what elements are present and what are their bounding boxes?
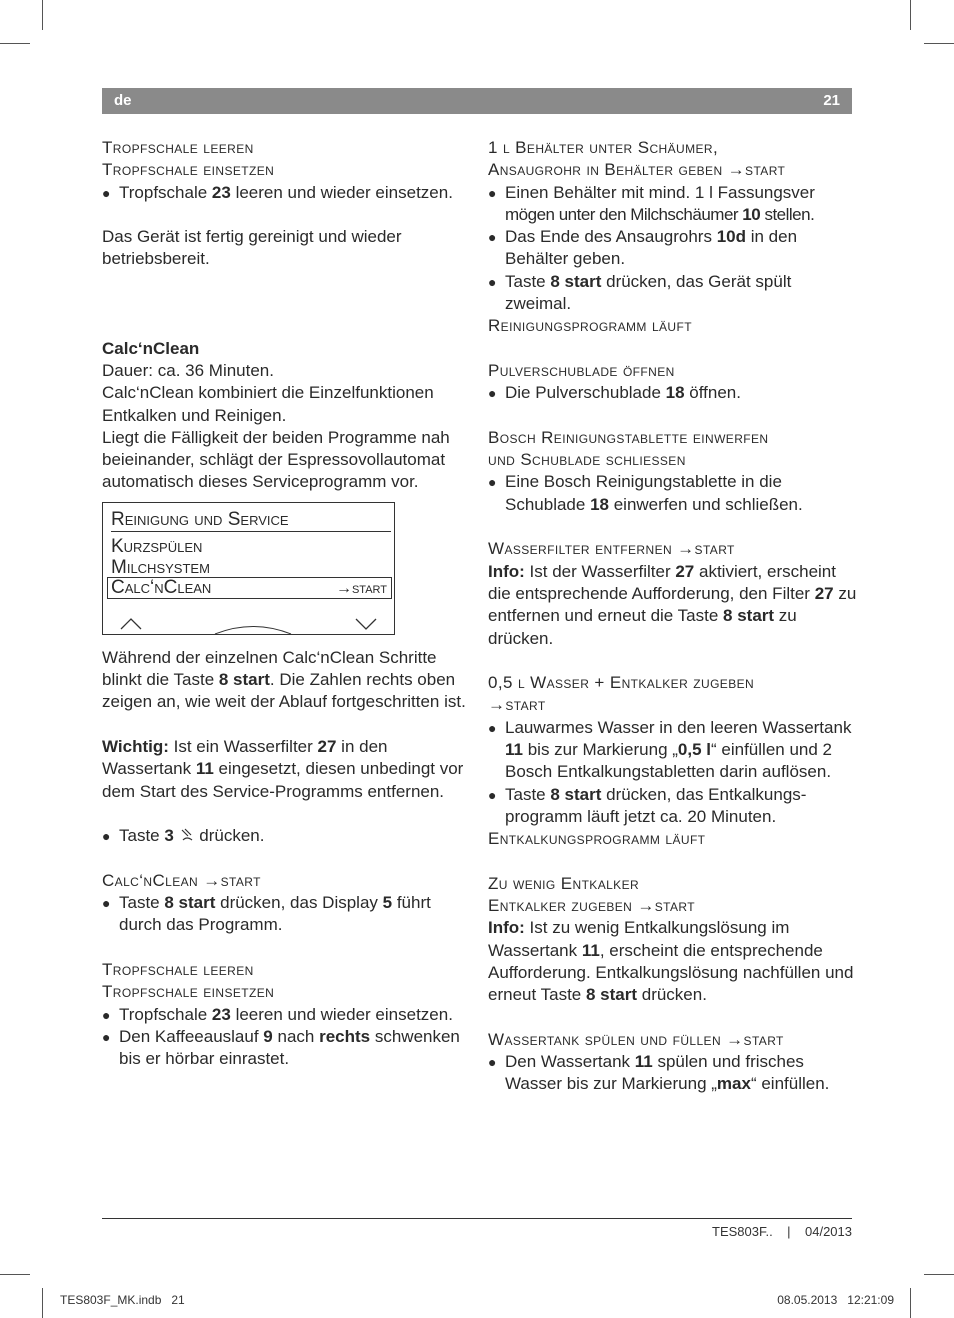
paragraph: Dauer: ca. 36 Minuten. xyxy=(102,360,274,380)
step-heading: Tropfschale einsetzen xyxy=(102,160,275,180)
bullet-item: ● Tropfschale 23 leeren und wieder einsetzen. xyxy=(102,182,467,204)
paragraph: Calc‘nClean kombiniert die Einzelfunktionen Entkalken und Reinigen. xyxy=(102,383,434,425)
bullet-item: ● Taste 8 start drücken, das Display 5 führt durch das Programm. xyxy=(102,892,467,937)
step-heading: Reinigungsprogramm läuft xyxy=(488,316,692,336)
page-footer xyxy=(712,1224,852,1239)
bullet-item: ● Taste 3 drücken. xyxy=(102,825,467,847)
info-note: Info: Ist zu wenig Entkalkungslösung im Wassertank 11, erscheint die entsprechende Aufforderung. Entkalkungslösung nachfüllen und erneut Taste 8 start drücken. xyxy=(488,918,854,1005)
step-heading: Tropfschale einsetzen xyxy=(102,982,275,1002)
display-menu-item: Kurzspülen xyxy=(111,535,203,557)
crop-mark xyxy=(42,0,43,30)
paragraph: Das Gerät ist fertig gereinigt und wieder betriebsbereit. xyxy=(102,227,402,269)
dial-arc xyxy=(215,626,291,634)
device-display xyxy=(102,502,395,635)
crop-mark xyxy=(0,1274,30,1275)
footer-separator: | xyxy=(787,1224,791,1239)
page-number: 21 xyxy=(823,92,840,109)
bullet-item: ● Taste 8 start drücken, das Gerät spült zweimal. xyxy=(488,271,858,316)
display-menu-item: Milchsystem xyxy=(111,556,210,578)
bullet-item: ● Einen Behälter mit mind. 1 l Fassungsver mögen unter den Milchschäumer 10 stellen. xyxy=(488,182,858,227)
step-heading: 1 l Behälter unter Schäumer, xyxy=(488,138,719,157)
footer-rule xyxy=(102,1218,852,1219)
step-heading: Zu wenig Entkalker xyxy=(488,873,640,893)
bullet-item: ● Das Ende des Ansaugrohrs 10d in den Behälter geben. xyxy=(488,226,858,271)
important-note: Wichtig: Ist ein Wasserfilter 27 in den Wassertank 11 eingesetzt, diesen unbedingt vor dem Start des Service-Programms entfernen. xyxy=(102,736,464,801)
display-nav-icons xyxy=(103,609,394,634)
print-slug-file: TES803F_MK.indb 21 xyxy=(60,1293,185,1307)
bullet-item: ● Lauwarmes Wasser in den leeren Wassertank 11 bis zur Markierung „0,5 l“ einfüllen und 2 Bosch Entkalkungstabletten darin auflösen. xyxy=(488,717,858,784)
step-heading: →start xyxy=(488,695,546,715)
paragraph: Liegt die Fälligkeit der beiden Programme nah beieinander, schlägt der Espressovollautomat automatisch dieses Serviceprogramm vor. xyxy=(102,427,450,492)
page-header xyxy=(102,88,852,114)
crop-mark xyxy=(910,0,911,30)
crop-mark xyxy=(924,1274,954,1275)
step-heading: Bosch Reinigungstablette einwerfen xyxy=(488,427,769,447)
step-heading: Wassertank spülen und füllen →start xyxy=(488,1029,784,1049)
step-heading: und Schublade schliessen xyxy=(488,450,686,470)
paragraph: Während der einzelnen Calc‘nClean Schritte blinkt die Taste 8 start. Die Zahlen rechts oben zeigen an, wie weit der Ablauf fortgeschritten ist. xyxy=(102,647,466,712)
bullet-item: ● Tropfschale 23 leeren und wieder einsetzen. xyxy=(102,1004,467,1026)
print-slug-timestamp: 08.05.2013 12:21:09 xyxy=(777,1293,894,1307)
service-icon xyxy=(179,827,195,843)
bullet-item: ● Die Pulverschublade 18 öffnen. xyxy=(488,382,858,404)
chevron-down-icon xyxy=(356,619,376,629)
crop-mark xyxy=(0,43,30,44)
bullet-item: ● Eine Bosch Reinigungstablette in die Schublade 18 einwerfen und schließen. xyxy=(488,471,858,516)
crop-mark xyxy=(42,1288,43,1318)
step-heading: Wasserfilter entfernen →start xyxy=(488,539,735,559)
crop-mark xyxy=(924,43,954,44)
start-arrow: →start xyxy=(335,579,387,597)
step-heading: Entkalker zugeben →start xyxy=(488,896,695,916)
step-heading: 0,5 l Wasser + Entkalker zugeben xyxy=(488,673,755,693)
step-heading: Entkalkungsprogramm läuft xyxy=(488,829,706,849)
section-title: Calc‘nClean xyxy=(102,338,200,358)
display-title: Reinigung und Service xyxy=(111,509,391,532)
step-heading: Calc‘nClean →start xyxy=(102,870,261,890)
bullet-item: ● Den Kaffeeauslauf 9 nach rechts schwenken bis er hörbar einrastet. xyxy=(102,1026,467,1071)
left-column xyxy=(102,137,467,1070)
bullet-item: ● Taste 8 start drücken, das Entkalkungsprogramm läuft jetzt ca. 20 Minuten. xyxy=(488,784,858,829)
step-heading: Ansaugrohr in Behälter geben →start xyxy=(488,160,786,180)
crop-mark xyxy=(910,1288,911,1318)
language-label: de xyxy=(114,92,132,109)
model-number: TES803F.. xyxy=(712,1224,773,1239)
bullet-item: ● Den Wassertank 11 spülen und frisches Wasser bis zur Markierung „max“ einfüllen. xyxy=(488,1051,858,1096)
info-note: Info: Ist der Wasserfilter 27 aktiviert, erscheint die entsprechende Aufforderung, den Filter 27 zu entfernen und erneut die Taste 8 start zu drücken. xyxy=(488,561,857,648)
chevron-up-icon xyxy=(121,619,141,629)
step-heading: Pulverschublade öffnen xyxy=(488,360,675,380)
edition-date: 04/2013 xyxy=(805,1224,852,1239)
step-heading: Tropfschale leeren xyxy=(102,138,254,157)
step-heading: Tropfschale leeren xyxy=(102,959,254,979)
display-selected-item: Calc‘nClean →start xyxy=(107,577,392,599)
right-column xyxy=(488,137,858,1096)
